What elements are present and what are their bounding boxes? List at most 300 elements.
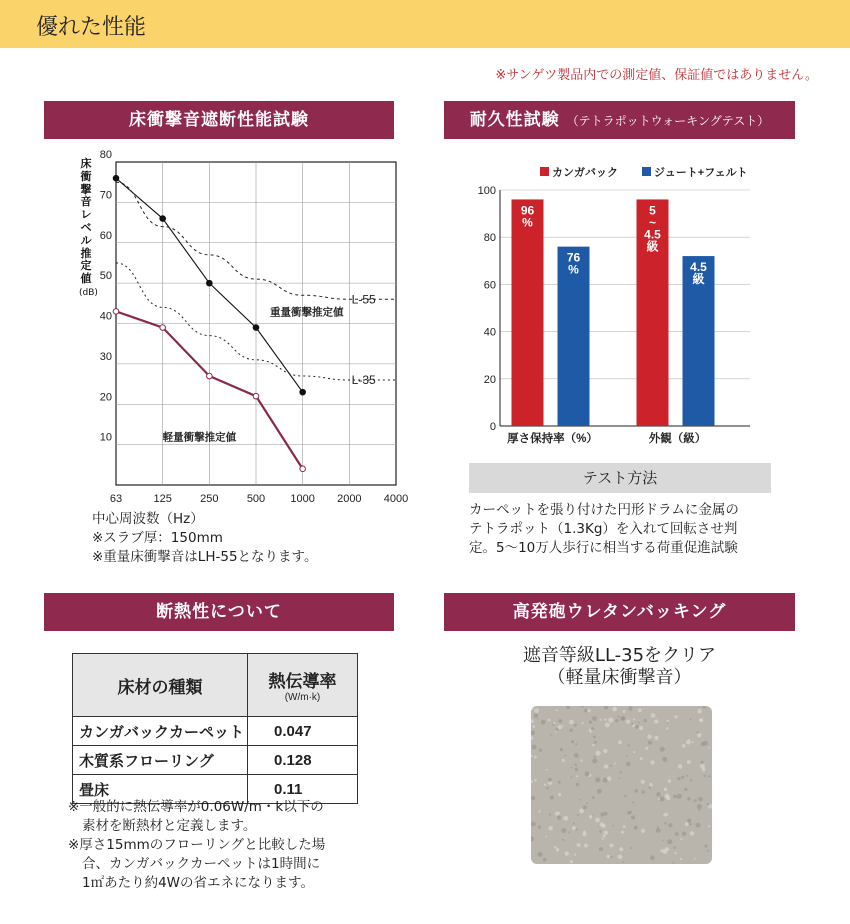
texture-speck [650,760,654,764]
bar-value-label: 76 [566,250,581,265]
texture-speck [633,718,635,720]
insulation-table [72,653,358,804]
texture-speck [697,709,702,714]
legend-label: カンガバック [552,167,618,179]
texture-speck [593,736,596,739]
texture-speck [677,794,682,799]
texture-speck [602,835,605,838]
texture-speck [641,790,644,793]
texture-speck [546,769,548,771]
texture-speck [649,783,652,786]
texture-speck [571,776,573,778]
texture-speck [568,831,570,833]
y-tick-label: 10 [99,431,112,444]
texture-speck [570,860,573,863]
texture-speck [618,854,623,859]
texture-speck [556,848,560,852]
durability-section-title: 耐久性試験 （テトラポットウォーキングテスト） [444,101,795,139]
texture-speck [682,831,686,835]
texture-speck [664,822,666,824]
texture-speck [549,813,551,815]
legend-swatch [540,167,549,176]
texture-speck [582,832,586,836]
texture-speck [638,722,640,724]
texture-speck [571,767,573,769]
y-tick-label: 50 [99,270,112,283]
texture-speck [574,764,577,767]
texture-speck [673,862,675,864]
x-tick-label: 2000 [337,493,362,505]
texture-speck [631,815,635,819]
texture-speck [648,741,652,745]
texture-speck [537,718,539,720]
texture-speck [574,854,576,856]
texture-speck [694,858,696,860]
texture-speck [623,825,626,828]
texture-speck [562,759,565,762]
texture-speck [708,825,710,827]
texture-speck [610,856,612,858]
texture-speck [563,816,568,821]
texture-speck [656,828,661,833]
texture-speck [579,799,581,801]
test-method-label: テスト方法 [469,463,771,493]
texture-speck [663,814,665,816]
texture-speck [644,719,647,722]
x-tick-label: 4000 [383,493,409,505]
texture-speck [572,826,576,830]
data-point [207,373,213,379]
texture-speck [702,768,705,771]
texture-speck [575,768,578,771]
texture-speck [591,727,594,730]
x-tick-label: 125 [153,493,172,505]
texture-speck [708,775,710,777]
texture-speck [641,829,645,833]
texture-speck [548,778,552,782]
texture-speck [686,775,688,777]
texture-speck [561,828,566,833]
texture-speck [667,722,669,724]
texture-speck [608,718,613,723]
impact-caption-heavy: ※重量床衝撃音はLH-55となります。 [92,549,318,565]
texture-speck [534,713,538,717]
texture-speck [548,826,552,830]
texture-speck [544,784,546,786]
texture-speck [680,858,682,860]
texture-speck [690,718,692,720]
y-tick-label: 40 [483,326,496,339]
texture-speck [687,797,690,800]
page-title: 優れた性能 [36,15,147,40]
texture-speck [531,796,535,801]
texture-speck [634,789,638,793]
texture-speck [700,764,705,769]
texture-speck [594,741,597,744]
bar [512,199,544,426]
x-tick-label: 63 [109,493,123,505]
texture-speck [640,757,643,760]
series-label: 重量衝撃推定値 [270,306,344,319]
y-tick-label: 60 [483,279,496,292]
test-method-text [469,501,739,558]
impact-section-title: 床衝撃音遮断性能試験 [44,101,394,139]
texture-speck [556,709,558,711]
texture-speck [605,723,610,728]
texture-speck [597,789,602,794]
y-tick-label: 40 [99,310,112,323]
texture-speck [657,826,659,828]
texture-speck [604,764,608,768]
texture-speck [621,831,624,834]
data-point [300,389,306,395]
texture-speck [687,760,691,764]
texture-speck [685,822,689,826]
texture-speck [660,747,665,752]
y-tick-label: 70 [99,189,112,202]
y-tick-label: 80 [483,232,496,245]
texture-speck [581,706,584,708]
texture-speck [650,855,655,860]
texture-speck [647,734,651,738]
texture-speck [681,776,684,779]
x-tick-label: 500 [246,493,266,505]
texture-speck [587,709,590,712]
test-method-line: テトラポット（1.3Kg）を入れて回転させ判 [469,521,738,537]
texture-speck [695,823,700,828]
texture-speck [592,716,597,721]
texture-speck [600,822,604,826]
backing-rating [444,645,795,689]
texture-speck [610,765,612,767]
data-point [253,325,259,331]
x-tick-label: 1000 [290,493,315,505]
texture-speck [707,850,709,852]
texture-speck [703,706,706,709]
texture-speck [690,831,694,835]
texture-speck [656,792,661,797]
texture-speck [560,748,563,751]
texture-speck [678,764,682,768]
texture-speck [557,816,561,820]
texture-speck [556,728,559,731]
texture-speck [599,847,603,851]
texture-speck [662,849,667,854]
texture-speck [531,755,533,758]
texture-speck [531,822,536,827]
value-cell: 0.11 [248,775,358,804]
texture-speck [599,830,602,833]
texture-speck [592,796,595,799]
legend-label: ジュート+フェルト [654,167,748,179]
texture-speck [580,759,582,761]
texture-speck [674,852,676,854]
texture-speck [589,815,593,819]
texture-speck [562,838,565,841]
texture-speck [692,741,694,743]
texture-speck [566,706,570,709]
texture-speck [606,855,610,859]
texture-speck [694,799,697,802]
texture-speck [674,715,677,718]
texture-speck [698,797,702,801]
texture-speck [675,832,679,836]
y-tick-label: 0 [489,421,496,433]
disclaimer-note: ※サンゲツ製品内での測定値、保証値ではありません。 [495,68,818,83]
texture-speck [673,795,677,799]
series-label: L-35 [351,373,376,388]
x-tick-label: 外観（級） [648,433,707,445]
texture-speck [659,796,664,801]
texture-speck [532,745,537,750]
texture-speck [603,778,608,783]
bar-value-label: % [568,262,579,277]
texture-speck [704,844,707,847]
texture-speck [574,724,577,727]
texture-speck [711,707,712,709]
series-label: 軽量衝撃推定値 [162,431,237,444]
texture-speck [558,719,562,723]
texture-speck [555,731,557,733]
material-cell: カンガバックカーペット [73,717,248,746]
texture-speck [612,825,614,827]
texture-speck [577,814,579,816]
insulation-note-line: ※一般的に熱伝導率が0.06W/m・k以下の [68,799,324,815]
texture-speck [550,734,552,736]
texture-speck [622,861,624,863]
texture-speck [697,804,702,809]
texture-speck [571,740,574,743]
texture-speck [699,718,703,722]
impact-caption-slab: ※スラブ厚：150mm [92,530,223,546]
texture-speck [697,733,701,737]
texture-speck [531,730,535,735]
data-point [207,280,213,286]
texture-speck [603,749,607,753]
impact-sound-chart [80,149,409,510]
y-tick-label: 20 [483,373,496,386]
table-row [73,717,358,746]
insulation-table-header [73,654,358,717]
texture-speck [538,810,540,812]
texture-speck [576,775,578,777]
texture-speck [599,719,601,721]
texture-speck [687,819,691,823]
y-tick-label: 100 [477,185,496,197]
texture-speck [558,725,563,730]
texture-speck [576,783,580,787]
texture-speck [579,808,584,813]
texture-speck [539,748,542,751]
texture-speck [600,812,604,816]
test-method-line: 定。5～10万人歩行に相当する荷重促進試験 [469,540,738,556]
texture-speck [662,757,667,762]
texture-speck [548,719,551,722]
texture-speck [633,751,635,753]
y-tick-label: 60 [99,229,112,242]
texture-speck [617,715,619,717]
y-tick-label: 80 [99,149,112,161]
texture-speck [620,771,622,773]
texture-speck [555,812,559,816]
texture-speck [700,761,703,764]
bar-value-label: 4.5 [644,227,661,242]
texture-speck [626,762,631,767]
texture-speck [532,725,535,728]
data-point [160,325,166,331]
texture-speck [594,756,596,758]
impact-chart-ylabel: 床衝撃音レベル推定値 (dB) [79,157,98,298]
texture-speck [604,718,606,720]
texture-speck [609,843,613,847]
bar-value-label: 級 [692,272,705,287]
texture-speck [558,793,561,796]
texture-speck [645,747,648,750]
texture-speck [632,802,634,804]
texture-speck [569,728,572,731]
y-tick-label: 30 [99,350,112,363]
texture-speck [538,852,543,857]
texture-speck [626,719,630,723]
texture-speck [654,736,658,740]
texture-speck [596,751,601,756]
texture-speck [658,798,660,800]
texture-speck [575,743,577,745]
value-cell: 0.047 [248,717,358,746]
texture-speck [554,846,556,848]
texture-speck [703,741,708,746]
y-tick-label: 20 [99,391,112,404]
col-value-header: 熱伝導率 (W/m·k) [248,654,358,717]
texture-speck [618,740,622,744]
texture-speck [592,758,597,763]
insulation-notes [68,798,325,893]
bar-value-label: 5 [649,203,656,218]
texture-speck [704,775,706,777]
texture-speck [531,736,533,740]
texture-speck [680,838,682,840]
bar-value-label: 4.5 [690,260,707,275]
texture-speck [543,858,547,862]
texture-speck [618,778,620,780]
texture-speck [595,777,600,782]
texture-speck [569,720,574,725]
urethane-sample-image [531,706,712,864]
texture-speck [649,787,651,789]
texture-speck [639,726,643,730]
test-method-line: カーペットを張り付けた円形ドラムに金属の [469,502,739,518]
texture-speck [604,706,608,709]
texture-speck [564,755,566,757]
texture-speck [682,744,686,748]
texture-speck [668,779,671,782]
texture-speck [654,719,658,723]
texture-speck [541,720,546,725]
x-tick-label: 250 [200,493,219,505]
texture-speck [574,753,579,758]
texture-speck [662,840,664,842]
texture-speck [592,744,594,746]
texture-speck [623,710,626,713]
texture-speck [595,818,600,823]
texture-speck [666,727,668,729]
texture-speck [546,787,548,789]
material-cell: 畳床 [73,775,248,804]
texture-speck [538,825,541,828]
series-label: L-55 [351,292,376,307]
durability-bar-chart [460,158,790,458]
texture-speck [531,780,533,783]
bar-value-label: ~ [648,215,657,230]
texture-speck [664,788,667,791]
texture-speck [698,809,700,811]
texture-speck [614,763,616,765]
texture-speck [534,779,537,782]
texture-speck [688,739,690,741]
texture-speck [550,796,554,800]
texture-speck [604,830,608,834]
texture-speck [531,708,533,710]
insulation-note-line: 合、カンガバックカーペットは1時間に [82,856,321,872]
texture-speck [677,777,680,780]
texture-speck [534,708,539,713]
texture-speck [621,717,625,721]
texture-speck [632,724,635,727]
texture-speck [615,719,618,722]
texture-speck [638,709,642,713]
col-material-header: 床材の種類 [73,654,248,717]
data-point [160,216,166,222]
texture-speck [619,847,623,851]
legend-swatch [642,167,651,176]
page-header [0,0,850,48]
texture-speck [690,779,692,781]
texture-speck [585,772,590,777]
texture-speck [666,796,670,800]
texture-speck [635,725,639,729]
texture-speck [565,851,569,855]
texture-speck [545,836,547,838]
insulation-note-line: 素材を断熱材と定義します。 [82,818,257,834]
texture-speck [651,713,656,718]
texture-speck [628,744,630,746]
insulation-note-line: 1㎡あたり約4Wの省エネになります。 [82,875,314,891]
texture-speck [586,802,588,804]
data-point [253,393,259,399]
texture-speck [634,826,638,830]
texture-speck [531,836,534,841]
backing-section-title: 高発砲ウレタンバッキング [444,593,795,631]
texture-speck [583,805,587,809]
texture-speck [612,707,617,712]
bar-value-label: % [522,215,533,230]
data-point [300,466,306,472]
texture-speck [673,846,676,849]
texture-speck [553,722,555,724]
texture-speck [584,844,588,848]
texture-speck [589,721,592,724]
impact-captions [92,510,317,567]
insulation-note-line: ※厚さ15mmのフローリングと比較した場 [68,837,326,853]
texture-speck [562,725,564,727]
x-tick-label: 厚さ保持率（%） [507,433,598,445]
backing-rating-sub: （軽量床衝撃音） [547,667,692,688]
texture-speck [708,747,710,749]
texture-speck [624,795,626,797]
texture-speck [628,706,632,710]
texture-speck [628,811,632,815]
value-cell: 0.128 [248,746,358,775]
